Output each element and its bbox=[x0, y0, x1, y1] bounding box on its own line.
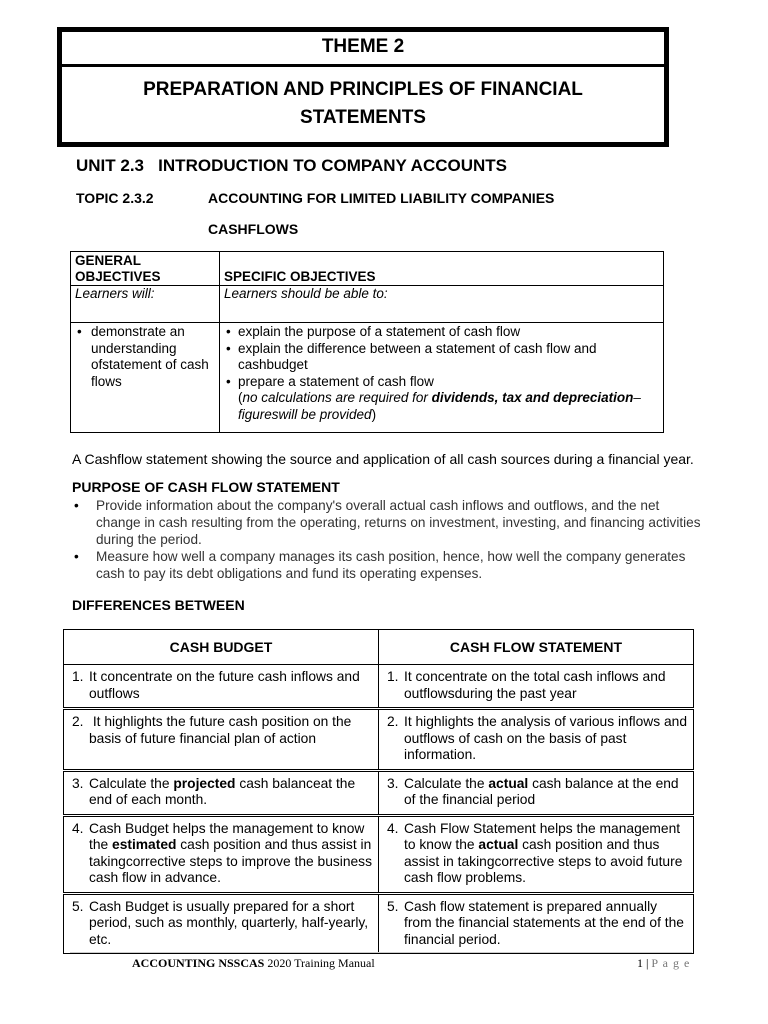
differences-header-row bbox=[64, 630, 694, 665]
differences-heading: DIFFERENCES BETWEEN bbox=[72, 597, 245, 613]
general-objective-item: • demonstrate an understanding ofstatement of cash flows bbox=[75, 324, 215, 390]
objectives-content-row bbox=[71, 323, 664, 433]
specific-objective-item: • explain the purpose of a statement of cash flow bbox=[224, 324, 659, 341]
statement-cell bbox=[379, 815, 694, 893]
budget-text: cash position and thus assist in takingcorrective steps to improve the business cash flow in advance. bbox=[89, 837, 372, 885]
page-separator: | bbox=[643, 956, 652, 970]
specific-objective-item: • explain the difference between a statement of cash flow and cashbudget bbox=[224, 341, 659, 374]
budget-text: cash balanceat the end of each month. bbox=[89, 775, 356, 807]
budget-text: It highlights the future cash position on the basis of future financial plan of action bbox=[89, 714, 356, 746]
statement-text: Cash flow statement is prepared annually from the financial statements at the end of the financial period. bbox=[404, 898, 684, 947]
general-intro: Learners will: bbox=[71, 286, 220, 323]
budget-text: Cash Budget is usually prepared for a short period, such as monthly, quarterly, half-yearly, etc. bbox=[89, 898, 369, 947]
unit-heading: UNIT 2.3 INTRODUCTION TO COMPANY ACCOUNTS bbox=[76, 156, 508, 175]
specific-objective-item: • prepare a statement of cash flow bbox=[224, 374, 659, 391]
budget-cell bbox=[64, 709, 379, 771]
theme-subtitle-line1: PREPARATION AND PRINCIPLES OF FINANCIAL bbox=[143, 79, 583, 100]
statement-text: cash position and thus assist in takingcorrective steps to avoid future cash flow problems. bbox=[404, 837, 683, 885]
statement-text: Calculate the bbox=[404, 775, 489, 791]
specific-intro: Learners should be able to: bbox=[220, 286, 664, 323]
objectives-intro-row bbox=[71, 286, 664, 323]
row-number: 2. bbox=[72, 714, 84, 729]
general-header-line1: GENERAL bbox=[75, 253, 142, 268]
table-row bbox=[64, 770, 694, 815]
budget-emphasis: estimated bbox=[112, 837, 177, 852]
budget-text: It concentrate on the future cash inflows and outflows bbox=[89, 669, 360, 701]
budget-cell bbox=[64, 770, 379, 815]
objectives-header-row bbox=[71, 252, 664, 286]
statement-text: cash balance at the end of the financial period bbox=[404, 775, 679, 807]
statement-text: It highlights the analysis of various inflows and outflows of cash on the basis of past information. bbox=[404, 714, 687, 762]
statement-cell bbox=[379, 770, 694, 815]
topic-title: ACCOUNTING FOR LIMITED LIABILITY COMPANIES bbox=[208, 190, 555, 206]
theme-subtitle-line2: STATEMENTS bbox=[300, 107, 426, 128]
row-number: 5. bbox=[72, 898, 84, 914]
objectives-table bbox=[70, 251, 664, 433]
purpose-item: • Measure how well a company manages its cash position, hence, how well the company generates cash to pay its debt obligations and fund its operating expenses. bbox=[72, 548, 702, 582]
note-italic: no calculations are required for bbox=[242, 390, 432, 405]
table-row bbox=[64, 665, 694, 709]
specific-objectives-header: SPECIFIC OBJECTIVES bbox=[220, 252, 664, 286]
page-label: P a g e bbox=[651, 956, 691, 970]
cash-budget-header: CASH BUDGET bbox=[64, 630, 379, 665]
row-number: 3. bbox=[387, 775, 399, 791]
statement-text: It concentrate on the total cash inflows and outflowsduring the past year bbox=[404, 669, 666, 701]
budget-cell bbox=[64, 815, 379, 893]
purpose-list bbox=[72, 497, 702, 582]
note-bold: dividends, tax and depreciation bbox=[431, 390, 634, 405]
budget-cell bbox=[64, 665, 379, 709]
intro-text: A Cashflow statement showing the source and application of all cash sources during a financial year. bbox=[72, 451, 694, 467]
purpose-heading: PURPOSE OF CASH FLOW STATEMENT bbox=[72, 479, 340, 495]
budget-cell bbox=[64, 893, 379, 954]
footer-title-bold: ACCOUNTING NSSCAS bbox=[132, 956, 265, 970]
theme-subtitle bbox=[62, 76, 664, 132]
purpose-item: • Provide information about the company's overall actual cash inflows and outflows, and the net change in cash resulting from the operating, returns on investment, investing, and financing activities during the period. bbox=[72, 497, 702, 548]
general-objectives-header bbox=[71, 252, 220, 286]
table-row bbox=[64, 815, 694, 893]
page-number-value: 1 bbox=[637, 956, 643, 970]
row-number: 2. bbox=[387, 714, 399, 729]
page-number bbox=[637, 956, 690, 971]
statement-cell bbox=[379, 893, 694, 954]
row-number: 4. bbox=[72, 820, 84, 836]
topic-subtitle: CASHFLOWS bbox=[208, 221, 299, 237]
theme-title: THEME 2 bbox=[321, 36, 405, 57]
topic-code: TOPIC 2.3.2 bbox=[76, 190, 154, 206]
table-row bbox=[64, 893, 694, 954]
theme-divider bbox=[62, 64, 664, 67]
row-number: 3. bbox=[72, 775, 84, 791]
footer-divider bbox=[70, 952, 692, 953]
calculation-note bbox=[224, 390, 659, 423]
statement-emphasis: actual bbox=[488, 775, 529, 791]
footer-title-rest: 2020 Training Manual bbox=[264, 956, 375, 970]
statement-cell bbox=[379, 709, 694, 771]
note-close: ) bbox=[371, 406, 377, 422]
specific-objective-cell bbox=[220, 323, 664, 433]
budget-emphasis: projected bbox=[173, 775, 236, 791]
footer-title bbox=[132, 956, 375, 971]
differences-table bbox=[63, 629, 694, 954]
general-header-line2: OBJECTIVES bbox=[75, 269, 161, 284]
statement-emphasis: actual bbox=[478, 837, 519, 852]
row-number: 4. bbox=[387, 820, 399, 836]
general-objective-cell bbox=[71, 323, 220, 433]
note-tail: – figureswill be provided bbox=[238, 390, 641, 422]
statement-text: Cash Flow Statement helps the management to know the bbox=[404, 820, 681, 852]
row-number: 1. bbox=[72, 669, 84, 684]
table-row bbox=[64, 709, 694, 771]
note-open: ( bbox=[238, 390, 243, 405]
cash-flow-statement-header: CASH FLOW STATEMENT bbox=[379, 630, 694, 665]
theme-box bbox=[57, 27, 669, 147]
budget-text: Calculate the bbox=[89, 775, 174, 791]
row-number: 5. bbox=[387, 898, 399, 914]
statement-cell bbox=[379, 665, 694, 709]
row-number: 1. bbox=[387, 669, 399, 684]
budget-text: Cash Budget helps the management to know the bbox=[89, 820, 365, 852]
